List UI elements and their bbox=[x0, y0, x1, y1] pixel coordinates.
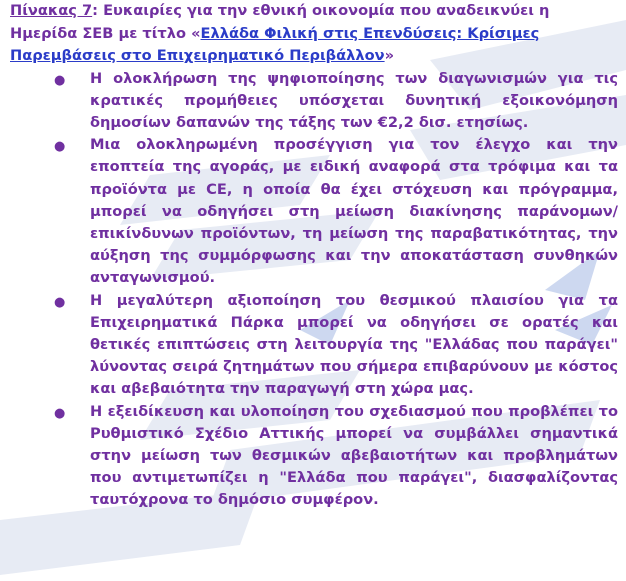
heading-closing-quote: » bbox=[384, 47, 395, 64]
list-item-text: Η ολοκλήρωση της ψηφιοποίησης των διαγωνισμών για τις κρατικές προμήθειες υπόσχεται δυνητική εξοικονόμηση δημοσίων δαπανών της τάξης των €2,2 δισ. ετησίως. bbox=[90, 69, 618, 131]
list-item bbox=[10, 134, 618, 289]
bullet-icon: ● bbox=[54, 294, 66, 310]
list-item-text: Η εξειδίκευση και υλοποίηση του σχεδιασμού που προβλέπει το Ρυθμιστικό Σχέδιο Αττικής μπορεί να συμβάλλει σημαντικά στην μείωση των θεσμικών αβεβαιοτήτων και προβλημάτων που αντιμετωπίζει η "Ελλάδα που παράγει", διασφαλίζοντας ταυτόχρονα το δημόσιο συμφέρον. bbox=[90, 402, 618, 509]
bullet-icon: ● bbox=[54, 72, 66, 88]
opportunities-list bbox=[10, 68, 618, 512]
table-heading bbox=[10, 0, 618, 68]
table-number-label: Πίνακας 7 bbox=[10, 2, 93, 19]
list-item bbox=[10, 401, 618, 512]
list-item-text: Η μεγαλύτερη αξιοποίηση του θεσμικού πλαισίου για τα Επιχειρηματικά Πάρκα μπορεί να οδηγήσει σε ορατές και θετικές επιπτώσεις στη λειτουργία της "Ελλάδας που παράγει" λύνοντας σειρά ζητημάτων που σήμερα επιβαρύνουν με κόστος και αβεβαιότητα την παραγωγή στη χώρα μας. bbox=[90, 291, 618, 398]
bullet-icon: ● bbox=[54, 405, 66, 421]
list-item bbox=[10, 290, 618, 401]
list-item bbox=[10, 68, 618, 135]
heading-text: : Ευκαιρίες για την εθνική οικονομία που αναδεικνύει η Ημερίδα ΣΕΒ με τίτλο « bbox=[10, 2, 550, 42]
event-title-link[interactable]: Ελλάδα Φιλική στις Επενδύσεις: Κρίσιμες Παρεμβάσεις στο Επιχειρηματικό Περιβάλλον bbox=[10, 24, 540, 64]
list-item-text: Μια ολοκληρωμένη προσέγγιση για τον έλεγχο και την εποπτεία της αγοράς, με ειδική αναφορά στα τρόφιμα και τα προϊόντα με CE, η οποία θα έχει στόχευση και πρόγραμμα, μπορεί να οδηγήσει στη μείωση διακίνησης παράνομων/επικίνδυνων προϊόντων, τη μείωση της παραβατικότητας, την αύξηση της συμμόρφωσης και την αποκατάσταση συνθηκών ανταγωνισμού. bbox=[90, 136, 618, 287]
bullet-icon: ● bbox=[54, 139, 66, 155]
